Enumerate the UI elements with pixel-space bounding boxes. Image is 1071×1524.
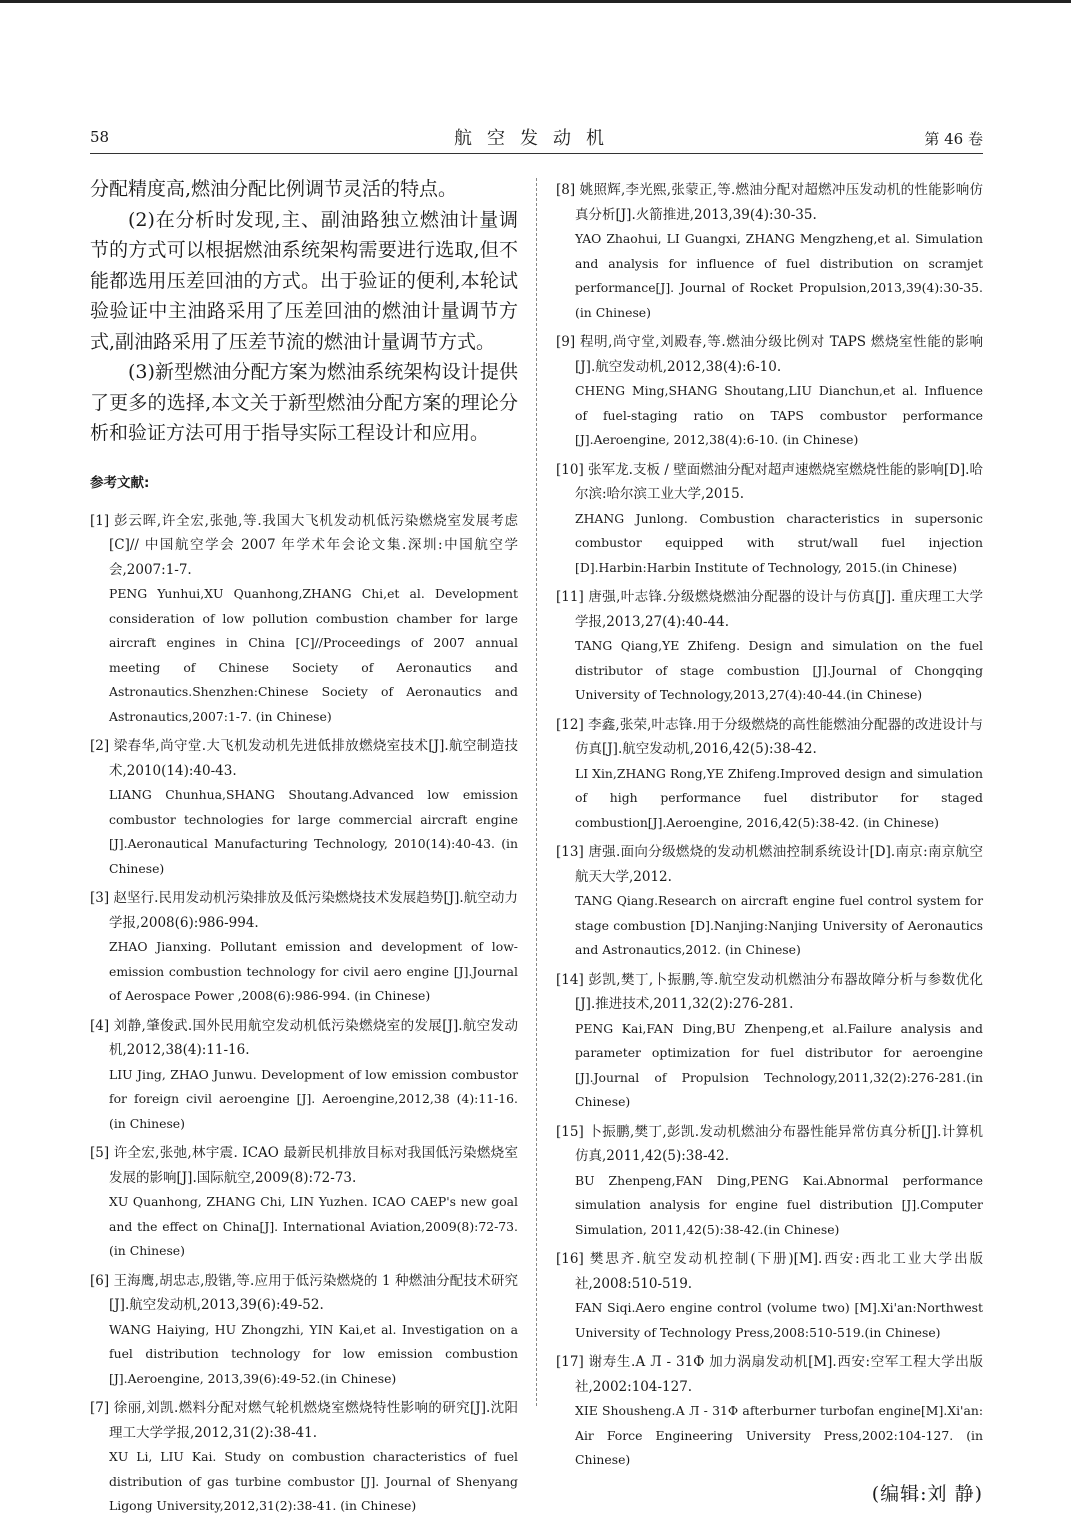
reference-chinese: [10] 张军龙.支板 / 壁面燃油分配对超声速燃烧室燃烧性能的影响[D].哈尔滨:哈尔滨工业大学,2015. (556, 461, 983, 502)
reference-english: TANG Qiang,YE Zhifeng. Design and simulation on the fuel distributor of stage combustion [J].Journal of Chongqing University of Technology,2013,27(4):40-44.(in Chinese) (575, 638, 983, 702)
reference-item (556, 458, 983, 581)
reference-chinese: [11] 唐强,叶志锋.分级燃烧燃油分配器的设计与仿真[J]. 重庆理工大学学报,2013,27(4):40-44. (556, 589, 983, 630)
reference-english: LIANG Chunhua,SHANG Shoutang.Advanced low emission combustor technologies for large commercial aircraft engine [J].Aeronautical Manufacturing Technology, 2010(14):40-43. (in Chinese) (109, 787, 518, 876)
reference-english: TANG Qiang.Research on aircraft engine fuel control system for stage combustion [D].Nanjing:Nanjing University of Aeronautics and Astronautics,2012. (in Chinese) (575, 893, 983, 957)
reference-english: YAO Zhaohui, LI Guangxi, ZHANG Mengzheng,et al. Simulation and analysis for influence of fuel distribution on scramjet performance[J]. Journal of Rocket Propulsion,2013,39(4):30-35.(in Chinese) (575, 231, 983, 320)
reference-chinese: [4] 刘静,肇俊武.国外民用航空发动机低污染燃烧室的发展[J].航空发动机,2012,38(4):11-16. (90, 1017, 518, 1058)
reference-item (556, 1120, 983, 1243)
reference-chinese: [13] 唐强.面向分级燃烧的发动机燃油控制系统设计[D].南京:南京航空航天大学,2012. (556, 844, 983, 885)
reference-item (556, 330, 983, 453)
reference-item (90, 509, 518, 730)
reference-chinese: [8] 姚照辉,李光熙,张蒙正,等.燃油分配对超燃冲压发动机的性能影响仿真分析[J].火箭推进,2013,39(4):30-35. (556, 182, 983, 223)
reference-chinese: [14] 彭凯,樊丁,卜振鹏,等.航空发动机燃油分布器故障分析与参数优化[J].推进技术,2011,32(2):276-281. (556, 971, 983, 1012)
reference-english: PENG Yunhui,XU Quanhong,ZHANG Chi,et al. Development consideration of low pollution combustion chamber for large aircraft engines in China [C]//Proceedings of 2007 annual meeting of Chinese Society of Aeronautics and Astronautics.Shenzhen:Chinese Society of Aeronautics and Astronautics,2007:1-7. (in Chinese) (109, 586, 518, 724)
reference-chinese: [2] 梁春华,尚守堂.大飞机发动机先进低排放燃烧室技术[J].航空制造技术,2010(14):40-43. (90, 738, 518, 779)
reference-item (90, 1141, 518, 1264)
reference-english: PENG Kai,FAN Ding,BU Zhenpeng,et al.Failure analysis and parameter optimization for fuel distributor for aeroengine [J].Journal of Propulsion Technology,2011,32(2):276-281.(in Chinese) (575, 1020, 983, 1109)
reference-english: XU Quanhong, ZHANG Chi, LIN Yuzhen. ICAO CAEP's new goal and the effect on China[J]. International Aviation,2009(8):72-73. (in Chinese) (109, 1194, 518, 1258)
reference-english: LI Xin,ZHANG Rong,YE Zhifeng.Improved design and simulation of high performance fuel distributor for staged combustion[J].Aeroengine, 2016,42(5):38-42. (in Chinese) (575, 765, 983, 830)
reference-english: ZHAO Jianxing. Pollutant emission and development of low-emission combustion technology for civil aero engine [J].Journal of Aerospace Power ,2008(6):986-994. (in Chinese) (109, 939, 518, 1003)
body-paragraph-3: (3)新型燃油分配方案为燃油系统架构设计提供了更多的选择,本文关于新型燃油分配方案的理论分析和验证方法可用于指导实际工程设计和应用。 (90, 361, 518, 444)
header-rule (90, 153, 983, 154)
body-paragraph-1: 分配精度高,燃油分配比例调节灵活的特点。 (90, 178, 458, 200)
reference-english: WANG Haiying, HU Zhongzhi, YIN Kai,et al. Investigation on a fuel distribution technology for low emission combustion [J].Aeroengine, 2013,39(6):49-52.(in Chinese) (109, 1321, 518, 1386)
reference-list-right (556, 178, 983, 1473)
reference-chinese: [17] 谢寿生.А Л - 31Ф 加力涡扇发动机[M].西安:空军工程大学出版社,2002:104-127. (556, 1354, 983, 1395)
reference-item (556, 585, 983, 708)
references-heading: 参考文献: (90, 474, 150, 491)
left-column (90, 174, 518, 1524)
reference-chinese: [7] 徐丽,刘凯.燃料分配对燃气轮机燃烧室燃烧特性影响的研究[J].沈阳理工大学学报,2012,31(2):38-41. (90, 1400, 518, 1441)
reference-chinese: [5] 许全宏,张弛,林宇震. ICAO 最新民机排放目标对我国低污染燃烧室发展的影响[J].国际航空,2009(8):72-73. (90, 1145, 518, 1186)
running-header (90, 124, 983, 152)
page-number: 58 (90, 128, 110, 146)
reference-english: CHENG Ming,SHANG Shoutang,LIU Dianchun,et al. Influence of fuel-staging ratio on TAPS combustor performance [J].Aeroengine, 2012,38(4):6-10. (in Chinese) (575, 383, 983, 447)
reference-chinese: [12] 李鑫,张荣,叶志锋.用于分级燃烧的高性能燃油分配器的改进设计与仿真[J].航空发动机,2016,42(5):38-42. (556, 716, 983, 757)
reference-english: LIU Jing, ZHAO Junwu. Development of low emission combustor for foreign civil aeroengine [J]. Aeroengine,2012,38 (4):11-16. (in Chinese) (109, 1066, 518, 1131)
reference-item (556, 1247, 983, 1345)
reference-item (556, 840, 983, 963)
journal-title: 航空发动机 (454, 128, 619, 149)
top-border-rule (0, 0, 1071, 3)
reference-english: XIE Shousheng.А Л - 31Ф afterburner turbofan engine[M].Xi'an: Air Force Engineering University Press,2002:104-127. (in Chinese) (575, 1403, 983, 1467)
editor-credit: (编辑:刘 静) (871, 1482, 983, 1505)
reference-list-left (90, 509, 518, 1519)
volume-label: 第 46 卷 (924, 130, 983, 148)
reference-item (556, 1350, 983, 1473)
reference-english: ZHANG Junlong. Combustion characteristics in supersonic combustor equipped with strut/wall fuel injection [D].Harbin:Harbin Institute of Technology, 2015.(in Chinese) (575, 510, 983, 575)
reference-english: BU Zhenpeng,FAN Ding,PENG Kai.Abnormal performance simulation analysis for engine fuel distribution [J].Computer Simulation, 2011,42(5):38-42.(in Chinese) (575, 1172, 983, 1237)
reference-chinese: [15] 卜振鹏,樊丁,彭凯.发动机燃油分布器性能异常仿真分析[J].计算机仿真,2011,42(5):38-42. (556, 1123, 983, 1164)
reference-chinese: [9] 程明,尚守堂,刘殿春,等.燃油分级比例对 TAPS 燃烧室性能的影响[J].航空发动机,2012,38(4):6-10. (556, 334, 983, 375)
reference-item (90, 734, 518, 881)
reference-item (90, 886, 518, 1009)
column-divider (536, 178, 537, 1406)
reference-english: FAN Siqi.Aero engine control (volume two) [M].Xi'an:Northwest University of Technology Press,2008:510-519.(in Chinese) (575, 1300, 983, 1340)
reference-item (556, 968, 983, 1115)
reference-item (90, 1269, 518, 1392)
reference-item (556, 178, 983, 325)
reference-chinese: [16] 樊思齐.航空发动机控制(下册)[M].西安:西北工业大学出版社,2008:510-519. (556, 1251, 983, 1292)
right-column (556, 178, 983, 1506)
reference-chinese: [3] 赵坚行.民用发动机污染排放及低污染燃烧技术发展趋势[J].航空动力学报,2008(6):986-994. (90, 890, 518, 931)
reference-item (90, 1014, 518, 1137)
reference-item (556, 713, 983, 836)
reference-chinese: [6] 王海鹰,胡忠志,殷锴,等.应用于低污染燃烧的 1 种燃油分配技术研究[J].航空发动机,2013,39(6):49-52. (90, 1272, 518, 1313)
reference-english: XU Li, LIU Kai. Study on combustion characteristics of fuel distribution of gas turbine combustor [J]. Journal of Shenyang Ligong University,2012,31(2):38-41. (in Chinese) (109, 1449, 518, 1513)
reference-item (90, 1396, 518, 1519)
reference-chinese: [1] 彭云晖,许全宏,张弛,等.我国大飞机发动机低污染燃烧室发展考虑[C]// 中国航空学会 2007 年学术年会论文集.深圳:中国航空学会,2007:1-7. (90, 512, 518, 578)
body-paragraph-2: (2)在分析时发现,主、副油路独立燃油计量调节的方式可以根据燃油系统架构需要进行选取,但不能都选用压差回油的方式。出于验证的便利,本轮试验验证中主油路采用了压差回油的燃油计量调节方式,副油路采用了压差节流的燃油计量调节方式。 (90, 208, 518, 353)
